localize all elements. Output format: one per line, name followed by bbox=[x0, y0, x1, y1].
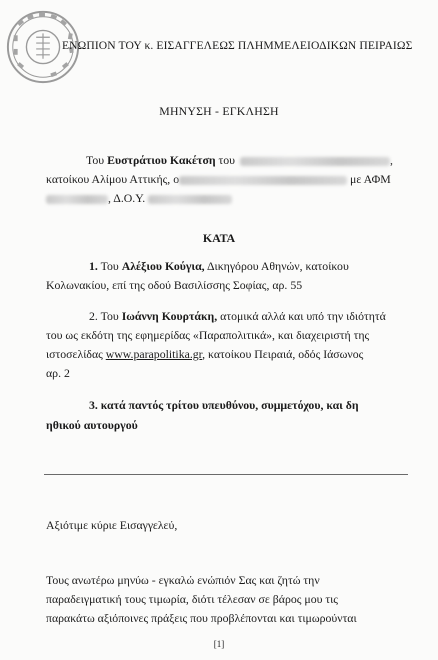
redacted-text bbox=[240, 157, 390, 166]
separator-rule bbox=[44, 474, 408, 475]
body-line-3: παρακάτω αξιόποινες πράξεις που προβλέπονται και τιμωρούνται bbox=[46, 611, 357, 625]
defendant-3-line-1: 3. κατά παντός τρίτου υπευθύνου, συμμετόχου, και δη bbox=[89, 398, 359, 412]
complainant-line-1: Του Ευστράτιου Κακέτση του , bbox=[86, 153, 393, 167]
defendant-2-name: Ιωάννη Κουρτάκη, bbox=[121, 309, 218, 323]
complainant-line-2: κατοίκου Αλίμου Αττικής, ο με ΑΦΜ bbox=[46, 172, 391, 186]
defendant-2-line-4: αρ. 2 bbox=[46, 366, 70, 380]
complainant-line-3: , Δ.Ο.Υ. bbox=[46, 191, 232, 205]
complainant-name: Ευστράτιου Κακέτση bbox=[107, 153, 216, 167]
defendant-1-line-1: 1. Του Αλέξιου Κούγια, Δικηγόρου Αθηνών, κατοίκου bbox=[89, 259, 349, 273]
page-number: [1] bbox=[213, 639, 225, 649]
defendant-2-line-1: 2. Του Ιωάννη Κουρτάκη, ατομικά αλλά και υπό την ιδιότητά bbox=[89, 309, 386, 323]
body-line-1: Τους ανωτέρω μηνύω - εγκαλώ ενώπιόν Σας και ζητώ την bbox=[46, 573, 320, 587]
redacted-text bbox=[148, 195, 232, 204]
defendant-1-name: Αλέξιου Κούγια, bbox=[121, 259, 205, 273]
body-line-2: παραδειγματική τους τιμωρία, διότι τέλεσαν σε βάρος μου τις bbox=[46, 592, 338, 606]
defendant-2-line-3: ιστοσελίδας www.parapolitika.gr, κατοίκου Πειραιά, οδός Ιάσωνος bbox=[46, 347, 364, 361]
website-link[interactable]: www.parapolitika.gr bbox=[105, 347, 203, 361]
salutation: Αξιότιμε κύριε Εισαγγελεύ, bbox=[46, 518, 178, 532]
against-heading: ΚΑΤΑ bbox=[202, 231, 236, 245]
defendant-3-line-2: ηθικού αυτουργού bbox=[46, 418, 138, 432]
redacted-text bbox=[46, 195, 108, 204]
defendant-1-line-2: Κολωνακίου, επί της οδού Βασιλίσσης Σοφίας, αρ. 55 bbox=[46, 278, 303, 292]
redacted-text bbox=[179, 176, 347, 185]
document-heading: ΕΝΩΠΙΟΝ ΤΟΥ κ. ΕΙΣΑΓΓΕΛΕΩΣ ΠΛΗΜΜΕΛΕΙΟΔΙΚΩΝ ΠΕΙΡΑΙΩΣ bbox=[62, 39, 413, 52]
defendant-2-line-2: του ως εκδότη της εφημερίδας «Παραπολιτικά», και διαχειριστή της bbox=[46, 328, 370, 342]
document-title: ΜΗΝΥΣΗ - ΕΓΚΛΗΣΗ bbox=[159, 104, 279, 118]
